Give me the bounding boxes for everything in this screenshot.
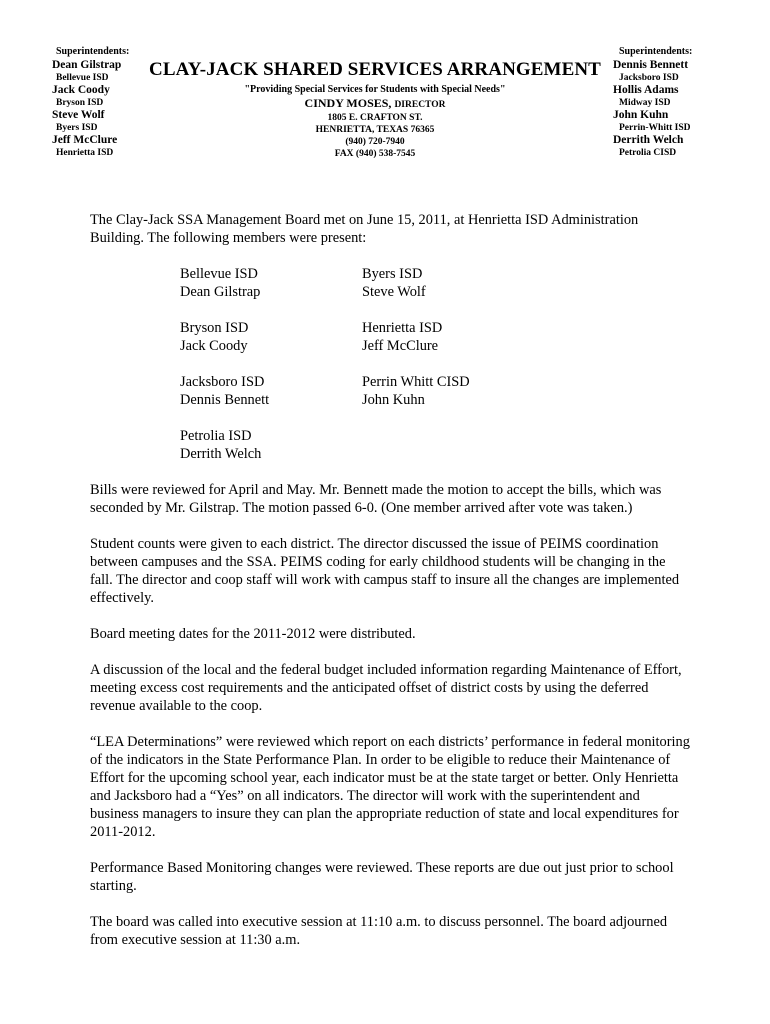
member-district: Petrolia ISD	[180, 428, 252, 444]
member-name: Jeff McClure	[362, 338, 439, 354]
minutes-paragraph-executive-session: The board was called into executive session at 11:10 a.m. to discuss personnel. The board adjourned from executive session at 11:30 a.m.	[90, 914, 668, 948]
superintendent-name: Hollis Adams	[613, 84, 679, 96]
member-name: Derrith Welch	[180, 446, 262, 462]
member-entry	[180, 319, 362, 355]
member-entry	[180, 265, 362, 301]
address-street: 1805 E. CRAFTON ST.	[327, 113, 423, 123]
minutes-paragraph-meeting-dates: Board meeting dates for the 2011-2012 were distributed.	[90, 626, 416, 642]
member-district: Perrin Whitt CISD	[362, 374, 470, 390]
member-row	[180, 373, 690, 409]
member-name: Jack Coody	[180, 338, 248, 354]
member-district: Jacksboro ISD	[180, 374, 265, 390]
member-entry	[362, 265, 544, 301]
member-row	[180, 265, 690, 301]
superintendent-name: Jack Coody	[52, 84, 110, 96]
minutes-paragraph-budget: A discussion of the local and the federal budget included information regarding Maintenance of Effort, meeting excess cost requirements and the anticipated offset of district costs by using the deferred revenue available to the coop.	[90, 662, 682, 714]
organization-header	[140, 58, 610, 160]
minutes-paragraph-lea-determinations: “LEA Determinations” were reviewed which report on each districts’ performance in federal monitoring of the indicators in the State Performance Plan. In order to be eligible to reduce their Maintenance of Effort for the upcoming school year, each indicator must be at the state target or better. Only Henrietta and Jacksboro had a “Yes” on all indicators. The director will work with the superintendent and business managers to insure they can plan the appropriate reduction of state and local expenditures for 2011-2012.	[90, 734, 690, 840]
member-entry	[362, 319, 544, 355]
minutes-paragraph-pbm: Performance Based Monitoring changes were reviewed. These reports are due out just prior to school starting.	[90, 860, 674, 894]
right-superintendents-column	[613, 46, 723, 159]
superintendent-district: Henrietta ISD	[56, 148, 114, 158]
member-entry	[362, 373, 544, 409]
intro-paragraph: The Clay-Jack SSA Management Board met on June 15, 2011, at Henrietta ISD Administration Building. The following members were present:	[90, 212, 639, 246]
superintendent-name: Steve Wolf	[52, 109, 105, 121]
member-district: Bellevue ISD	[180, 266, 258, 282]
superintendent-district: Byers ISD	[56, 123, 98, 133]
superintendent-name: Derrith Welch	[613, 134, 684, 146]
minutes-paragraph-bills: Bills were reviewed for April and May. Mr. Bennett made the motion to accept the bills, which was seconded by Mr. Gilstrap. The motion passed 6-0. (One member arrived after vote was taken.)	[90, 482, 662, 516]
minutes-body	[90, 211, 690, 967]
superintendent-name: John Kuhn	[613, 109, 669, 121]
organization-title: CLAY-JACK SHARED SERVICES ARRANGEMENT	[149, 59, 601, 80]
phone-number: (940) 720-7940	[345, 137, 405, 147]
superintendent-name: Dennis Bennett	[613, 59, 689, 71]
member-row	[180, 427, 690, 463]
member-entry	[180, 373, 362, 409]
member-entry	[180, 427, 362, 463]
superintendent-name: Dean Gilstrap	[52, 59, 122, 71]
superintendent-name: Jeff McClure	[52, 134, 118, 146]
minutes-paragraph-student-counts: Student counts were given to each district. The director discussed the issue of PEIMS coordination between campuses and the SSA. PEIMS coding for early childhood students will be changing in the fall. The director and coop staff will work with campus staff to insure all the changes are implemented effectively.	[90, 536, 680, 606]
member-row	[180, 319, 690, 355]
member-name: John Kuhn	[362, 392, 425, 408]
superintendent-district: Petrolia CISD	[619, 148, 677, 158]
director-name: CINDY MOSES,	[304, 96, 392, 110]
member-district: Bryson ISD	[180, 320, 249, 336]
superintendent-district: Bryson ISD	[56, 98, 104, 108]
member-district: Byers ISD	[362, 266, 423, 282]
address-city: HENRIETTA, TEXAS 76365	[315, 125, 435, 135]
director-title: DIRECTOR	[394, 100, 446, 110]
superintendent-district: Jacksboro ISD	[619, 73, 679, 83]
organization-tagline: "Providing Special Services for Students with Special Needs"	[244, 84, 506, 95]
superintendents-label: Superintendents:	[56, 46, 130, 57]
member-name: Dennis Bennett	[180, 392, 270, 408]
member-name: Steve Wolf	[362, 284, 426, 300]
member-name: Dean Gilstrap	[180, 284, 261, 300]
superintendent-district: Midway ISD	[619, 98, 671, 108]
director-line	[140, 96, 610, 112]
fax-number: FAX (940) 538-7545	[334, 149, 416, 159]
members-present-list	[180, 265, 690, 463]
superintendents-label: Superintendents:	[619, 46, 693, 57]
letterhead	[0, 0, 770, 180]
superintendent-district: Perrin-Whitt ISD	[619, 123, 691, 133]
member-district: Henrietta ISD	[362, 320, 443, 336]
superintendent-district: Bellevue ISD	[56, 73, 109, 83]
